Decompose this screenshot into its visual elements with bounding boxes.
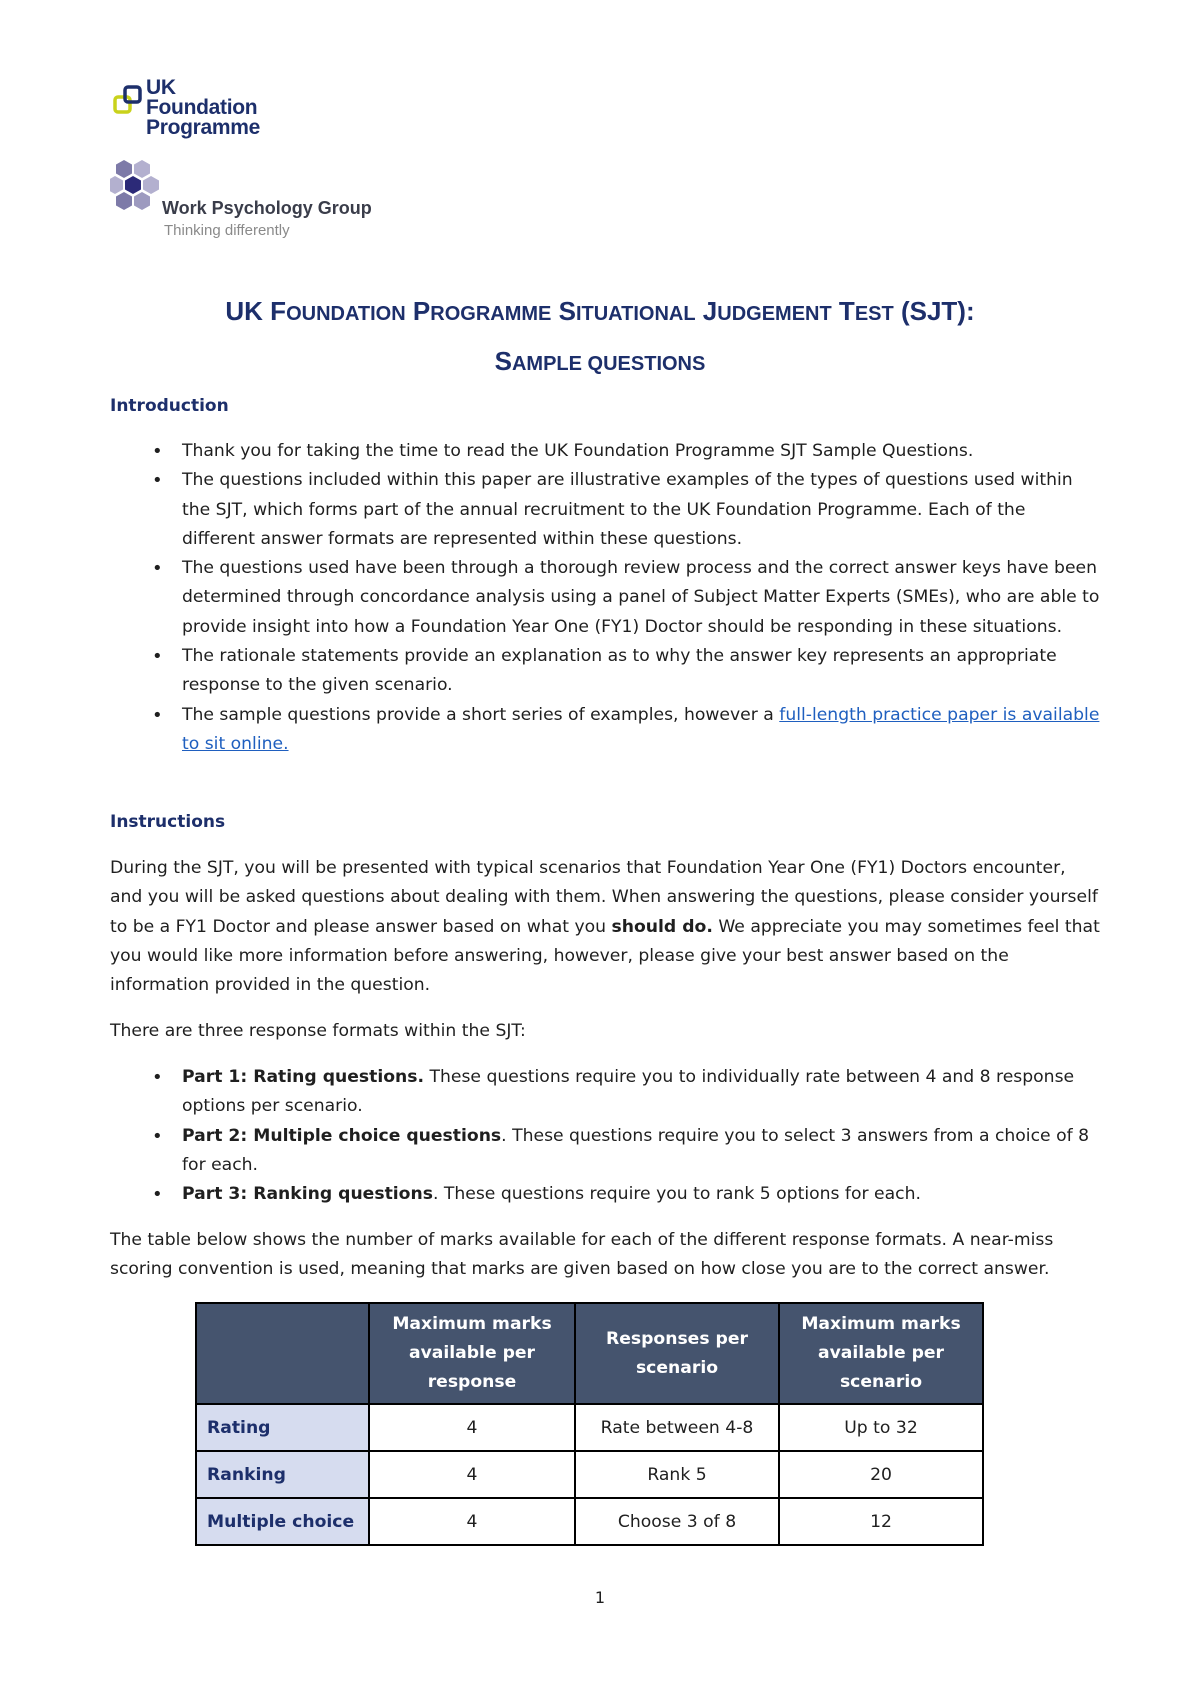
wpg-tagline: Thinking differently: [164, 222, 290, 239]
document-title-line-2: [0, 346, 1200, 377]
title-segment: EST: [854, 303, 894, 325]
table-cell: 12: [779, 1498, 983, 1545]
table-cell: 4: [369, 1451, 575, 1498]
formats-intro: There are three response formats within the SJT:: [110, 1021, 526, 1041]
table-row: [196, 1451, 983, 1498]
list-item: • Thank you for taking the time to read the UK Foundation Programme SJT Sample Questions.: [110, 437, 1100, 466]
table-header-cell: [196, 1303, 369, 1404]
wpg-hexagon-icon: [110, 158, 166, 212]
format-label: Part 2: Multiple choice questions: [182, 1125, 502, 1146]
title-segment: T: [831, 296, 855, 326]
title-segment: ROGRAMME: [430, 303, 552, 325]
ukfp-logo-line: Programme: [146, 116, 261, 139]
list-item: [110, 1122, 1100, 1181]
table-cell: 4: [369, 1404, 575, 1451]
table-row-label: Ranking: [196, 1451, 369, 1498]
format-text: . These questions require you to select 3 answers from a choice of 8 for each.: [182, 1125, 1090, 1175]
paragraph-emphasis: should do.: [611, 916, 713, 937]
table-row-label: Multiple choice: [196, 1498, 369, 1545]
introduction-bullets: [110, 437, 1100, 759]
table-row-label: Rating: [196, 1404, 369, 1451]
table-header-row: [196, 1303, 983, 1404]
format-bullets: [110, 1063, 1100, 1209]
document-title-line-1: [0, 296, 1200, 327]
format-text: . These questions require you to rank 5 options for each.: [432, 1184, 921, 1205]
table-cell: Rank 5: [575, 1451, 779, 1498]
list-item: • The rationale statements provide an explanation as to why the answer key represents an appropriate response to the given scenario.: [110, 642, 1100, 701]
table-row: [196, 1498, 983, 1545]
ukfp-logo: [112, 78, 312, 148]
list-item: • The questions used have been through a thorough review process and the correct answer keys have been determined through concordance analysis using a panel of Subject Matter Experts (SMEs), who are able to provide insight into how a Foundation Year One (FY1) Doctor should be responding in these situations.: [110, 554, 1100, 642]
list-item: [110, 701, 1100, 760]
title-segment: UK: [225, 296, 263, 326]
title-segment: ITUATIONAL: [575, 303, 696, 325]
title-segment: AMPLE QUESTIONS: [511, 353, 706, 375]
list-item: [110, 1063, 1100, 1122]
practice-paper-link[interactable]: full-length practice paper is available to sit online.: [182, 704, 1100, 754]
list-item: [110, 1180, 1100, 1209]
table-header-cell: Maximum marks available per scenario: [779, 1303, 983, 1404]
table-header-cell: Maximum marks available per response: [369, 1303, 575, 1404]
title-segment: J: [695, 296, 718, 326]
format-text: These questions require you to individually rate between 4 and 8 response options per scenario.: [182, 1067, 1075, 1117]
table-header-cell: Responses per scenario: [575, 1303, 779, 1404]
title-segment: F: [262, 296, 287, 326]
title-segment: S: [494, 346, 512, 376]
introduction-heading: Introduction: [110, 396, 229, 416]
table-cell: Choose 3 of 8: [575, 1498, 779, 1545]
title-segment: P: [405, 296, 431, 326]
instructions-heading: Instructions: [110, 812, 226, 832]
ukfp-logo-line: UK: [146, 76, 176, 99]
table-row: [196, 1404, 983, 1451]
title-segment: (SJT):: [893, 296, 975, 326]
bullet-text: The sample questions provide a short series of examples, however a: [182, 704, 780, 725]
title-segment: OUNDATION: [286, 303, 406, 325]
table-intro: The table below shows the number of marks available for each of the different response formats. A near-miss scoring convention is used, meaning that marks are given based on how close you are to the correct answer.: [110, 1230, 1054, 1280]
table-cell: Up to 32: [779, 1404, 983, 1451]
marks-table: [195, 1302, 984, 1546]
format-label: Part 3: Ranking questions: [182, 1184, 433, 1205]
paragraph-text: During the SJT, you will be presented with typical scenarios that Foundation Year One (FY1) Doctors encounter, and you will be asked questions about dealing with them. When answering the questions, please consider yourself to be a FY1 Doctor and please answer based on what you: [110, 858, 1098, 937]
instructions-paragraph: [110, 854, 1100, 1000]
table-cell: Rate between 4-8: [575, 1404, 779, 1451]
table-cell: 20: [779, 1451, 983, 1498]
page-number: 1: [594, 1588, 606, 1607]
format-label: Part 1: Rating questions.: [182, 1067, 425, 1087]
ukfp-logo-line: Foundation: [146, 96, 258, 119]
title-segment: S: [551, 296, 576, 326]
wpg-logo: [110, 158, 410, 248]
paragraph-text: We appreciate you may sometimes feel that you would like more information before answering, however, please give your best answer based on the information provided in the question.: [110, 916, 1100, 996]
ukfp-logo-text: [146, 78, 260, 138]
table-cell: 4: [369, 1498, 575, 1545]
wpg-name: Work Psychology Group: [162, 198, 372, 218]
list-item: • The questions included within this paper are illustrative examples of the types of questions used within the SJT, which forms part of the annual recruitment to the UK Foundation Programme. Each of the different answer formats are represented within these questions.: [110, 466, 1100, 554]
title-segment: UDGEMENT: [717, 303, 832, 325]
